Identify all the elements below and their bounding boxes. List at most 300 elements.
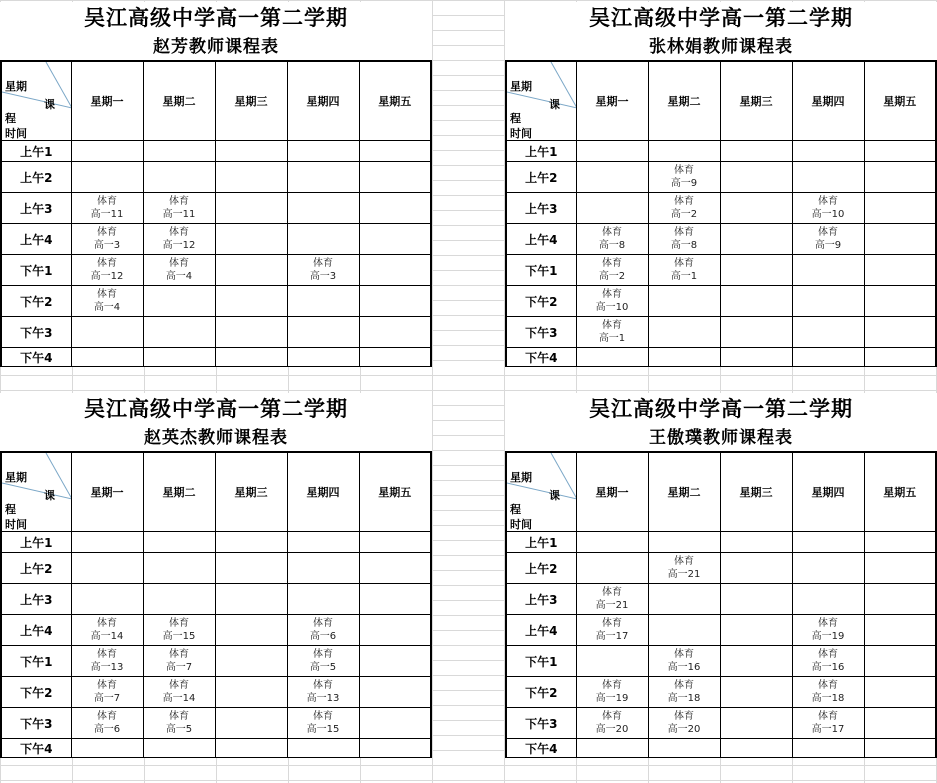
- schedule-cell[interactable]: [720, 584, 792, 615]
- corner-course-label-2: 程: [5, 112, 16, 125]
- subject-text: 体育: [97, 618, 117, 629]
- schedule-cell[interactable]: [648, 532, 720, 553]
- teacher-title: 王傲璞教师课程表: [649, 428, 793, 448]
- schedule-cell[interactable]: [143, 141, 215, 162]
- schedule-cell[interactable]: [359, 739, 431, 758]
- subject-text: 体育: [97, 196, 117, 207]
- subject-text: 体育: [674, 711, 694, 722]
- schedule-cell[interactable]: [143, 646, 215, 677]
- schedule-cell[interactable]: [143, 224, 215, 255]
- schedule-cell[interactable]: [576, 615, 648, 646]
- schedule-cell[interactable]: [71, 532, 143, 553]
- schedule-cell[interactable]: [287, 708, 359, 739]
- period-row: [506, 615, 936, 646]
- schedule-cell[interactable]: [864, 162, 936, 193]
- schedule-cell[interactable]: [359, 224, 431, 255]
- period-row: [1, 532, 431, 553]
- schedule-cell[interactable]: [71, 255, 143, 286]
- period-row: [1, 677, 431, 708]
- class-text: 高一11: [162, 209, 196, 220]
- period-row: [506, 317, 936, 348]
- class-text: 高一14: [90, 631, 124, 642]
- day-header: 星期五: [359, 61, 431, 141]
- schedule-cell[interactable]: [215, 255, 287, 286]
- subject-text: 体育: [674, 258, 694, 269]
- day-header: 星期一: [576, 452, 648, 532]
- schedule-cell[interactable]: [71, 286, 143, 317]
- schedule-cell[interactable]: [359, 646, 431, 677]
- class-text: 高一15: [162, 631, 196, 642]
- schedule-cell[interactable]: [359, 141, 431, 162]
- period-label: 下午3: [1, 708, 71, 739]
- period-row: [1, 348, 431, 367]
- schedule-cell[interactable]: [720, 141, 792, 162]
- schedule-cell[interactable]: [71, 553, 143, 584]
- schedule-cell[interactable]: [215, 532, 287, 553]
- schedule-cell[interactable]: [792, 193, 864, 224]
- period-row: [506, 193, 936, 224]
- schedule-cell[interactable]: [143, 532, 215, 553]
- period-label: 上午3: [506, 584, 576, 615]
- schedule-cell[interactable]: [359, 193, 431, 224]
- period-row: [1, 286, 431, 317]
- schedule-cell[interactable]: [792, 532, 864, 553]
- schedule-cell[interactable]: [576, 141, 648, 162]
- subject-text: 体育: [169, 227, 189, 238]
- schedule-cell[interactable]: [864, 584, 936, 615]
- schedule-cell[interactable]: [359, 162, 431, 193]
- schedule-cell[interactable]: [720, 615, 792, 646]
- schedule-cell[interactable]: [792, 584, 864, 615]
- schedule-cell[interactable]: [864, 141, 936, 162]
- schedule-cell[interactable]: [143, 286, 215, 317]
- schedule-cell[interactable]: [720, 348, 792, 367]
- day-header: 星期五: [359, 452, 431, 532]
- schedule-cell[interactable]: [648, 286, 720, 317]
- period-label: 下午4: [506, 348, 576, 367]
- class-text: 高一1: [598, 333, 626, 344]
- class-text: 高一12: [90, 271, 124, 282]
- schedule-cell[interactable]: [576, 255, 648, 286]
- schedule-cell[interactable]: [143, 193, 215, 224]
- subject-text: 体育: [97, 289, 117, 300]
- schedule-cell[interactable]: [648, 348, 720, 367]
- class-text: 高一7: [93, 693, 121, 704]
- schedule-cell[interactable]: [143, 255, 215, 286]
- subject-text: 体育: [313, 649, 333, 660]
- subject-text: 体育: [674, 196, 694, 207]
- schedule-cell[interactable]: [792, 348, 864, 367]
- schedule-cell[interactable]: [648, 553, 720, 584]
- subject-text: 体育: [818, 649, 838, 660]
- school-title: 吴江高级中学高一第二学期: [589, 397, 853, 421]
- schedule-cell[interactable]: [576, 286, 648, 317]
- schedule-cell[interactable]: [792, 708, 864, 739]
- period-row: [1, 646, 431, 677]
- day-header: 星期三: [215, 61, 287, 141]
- period-label: 下午3: [1, 317, 71, 348]
- period-label: 上午2: [1, 553, 71, 584]
- schedule-cell[interactable]: [648, 739, 720, 758]
- day-header: 星期二: [648, 61, 720, 141]
- schedule-cell[interactable]: [359, 708, 431, 739]
- schedule-cell[interactable]: [576, 739, 648, 758]
- schedule-cell[interactable]: [71, 739, 143, 758]
- schedule-cell[interactable]: [720, 224, 792, 255]
- schedule-cell[interactable]: [576, 532, 648, 553]
- subject-text: 体育: [97, 258, 117, 269]
- schedule-cell[interactable]: [143, 553, 215, 584]
- schedule-cell[interactable]: [576, 162, 648, 193]
- schedule-cell[interactable]: [287, 162, 359, 193]
- subject-text: 体育: [169, 711, 189, 722]
- schedule-cell[interactable]: [287, 615, 359, 646]
- period-row: [506, 708, 936, 739]
- schedule-cell[interactable]: [359, 615, 431, 646]
- schedule-cell[interactable]: [71, 348, 143, 367]
- class-text: 高一7: [165, 662, 193, 673]
- period-label: 上午1: [506, 141, 576, 162]
- schedule-cell[interactable]: [576, 677, 648, 708]
- schedule-cell[interactable]: [792, 224, 864, 255]
- period-row: [1, 553, 431, 584]
- subject-text: 体育: [602, 227, 622, 238]
- schedule-cell[interactable]: [143, 584, 215, 615]
- schedule-cell[interactable]: [287, 532, 359, 553]
- schedule-cell[interactable]: [71, 615, 143, 646]
- day-header: 星期四: [287, 61, 359, 141]
- schedule-cell[interactable]: [720, 708, 792, 739]
- schedule-cell[interactable]: [792, 553, 864, 584]
- period-label: 下午3: [506, 708, 576, 739]
- schedule-cell[interactable]: [71, 317, 143, 348]
- schedule-cell[interactable]: [287, 286, 359, 317]
- class-text: 高一4: [93, 302, 121, 313]
- corner-time-label: 时间: [5, 518, 27, 531]
- period-label: 上午2: [506, 553, 576, 584]
- schedule-cell[interactable]: [71, 162, 143, 193]
- period-row: [1, 739, 431, 758]
- schedule-cell[interactable]: [576, 708, 648, 739]
- subject-text: 体育: [313, 711, 333, 722]
- schedule-cell[interactable]: [215, 615, 287, 646]
- period-row: [506, 739, 936, 758]
- corner-cell: [1, 452, 71, 532]
- subject-text: 体育: [169, 649, 189, 660]
- schedule-cell[interactable]: [648, 162, 720, 193]
- schedule-cell[interactable]: [215, 708, 287, 739]
- schedule-cell[interactable]: [359, 317, 431, 348]
- schedule-cell[interactable]: [287, 348, 359, 367]
- class-text: 高一2: [670, 209, 698, 220]
- schedule-cell[interactable]: [720, 646, 792, 677]
- schedule-cell[interactable]: [792, 739, 864, 758]
- class-text: 高一18: [667, 693, 701, 704]
- day-header: 星期一: [71, 61, 143, 141]
- schedule-cell[interactable]: [143, 348, 215, 367]
- period-label: 下午4: [506, 739, 576, 758]
- period-label: 上午2: [1, 162, 71, 193]
- period-label: 上午3: [1, 193, 71, 224]
- subject-text: 体育: [602, 289, 622, 300]
- period-row: [1, 708, 431, 739]
- schedule-cell[interactable]: [143, 739, 215, 758]
- period-row: [1, 615, 431, 646]
- subject-text: 体育: [97, 227, 117, 238]
- schedule-cell[interactable]: [215, 224, 287, 255]
- schedule-cell[interactable]: [864, 553, 936, 584]
- schedule-cell[interactable]: [215, 646, 287, 677]
- class-text: 高一20: [595, 724, 629, 735]
- day-header: 星期二: [648, 452, 720, 532]
- day-header: 星期一: [71, 452, 143, 532]
- schedule-cell[interactable]: [792, 615, 864, 646]
- schedule-cell[interactable]: [864, 532, 936, 553]
- schedule-cell[interactable]: [359, 348, 431, 367]
- schedule-cell[interactable]: [792, 162, 864, 193]
- schedule-cell[interactable]: [215, 286, 287, 317]
- period-label: 上午1: [1, 141, 71, 162]
- corner-cell: [506, 61, 576, 141]
- subject-text: 体育: [169, 258, 189, 269]
- schedule-cell[interactable]: [648, 708, 720, 739]
- schedule-cell[interactable]: [143, 615, 215, 646]
- schedule-cell[interactable]: [143, 677, 215, 708]
- class-text: 高一21: [595, 600, 629, 611]
- subject-text: 体育: [818, 680, 838, 691]
- schedule-cell[interactable]: [864, 615, 936, 646]
- schedule-cell[interactable]: [359, 255, 431, 286]
- schedule-cell[interactable]: [648, 224, 720, 255]
- subject-text: 体育: [97, 680, 117, 691]
- schedule-cell[interactable]: [864, 677, 936, 708]
- class-text: 高一1: [670, 271, 698, 282]
- corner-cell: [506, 452, 576, 532]
- subject-text: 体育: [602, 680, 622, 691]
- schedule-cell[interactable]: [215, 677, 287, 708]
- period-label: 下午1: [506, 255, 576, 286]
- schedule-cell[interactable]: [71, 646, 143, 677]
- schedule-cell[interactable]: [215, 739, 287, 758]
- schedule-cell[interactable]: [143, 317, 215, 348]
- schedule-cell[interactable]: [720, 162, 792, 193]
- schedule-cell[interactable]: [864, 286, 936, 317]
- schedule-cell[interactable]: [71, 708, 143, 739]
- corner-time-label: 时间: [510, 518, 532, 531]
- schedule-cell[interactable]: [792, 646, 864, 677]
- subject-text: 体育: [169, 196, 189, 207]
- schedule-cell[interactable]: [287, 141, 359, 162]
- period-label: 下午1: [1, 255, 71, 286]
- class-text: 高一3: [309, 271, 337, 282]
- schedule-cell[interactable]: [576, 348, 648, 367]
- period-label: 下午4: [1, 348, 71, 367]
- schedule-cell[interactable]: [287, 255, 359, 286]
- timetable-grid: [505, 60, 937, 367]
- period-row: [506, 286, 936, 317]
- schedule-cell[interactable]: [576, 553, 648, 584]
- schedule-cell[interactable]: [359, 532, 431, 553]
- schedule-cell[interactable]: [576, 646, 648, 677]
- period-label: 上午4: [506, 615, 576, 646]
- header-row: [506, 452, 936, 532]
- subject-text: 体育: [602, 618, 622, 629]
- schedule-cell[interactable]: [215, 141, 287, 162]
- period-row: [506, 532, 936, 553]
- schedule-cell[interactable]: [359, 286, 431, 317]
- class-text: 高一5: [165, 724, 193, 735]
- teacher-schedule-1: [0, 2, 432, 367]
- subject-text: 体育: [169, 680, 189, 691]
- schedule-cell[interactable]: [648, 615, 720, 646]
- schedule-cell[interactable]: [792, 286, 864, 317]
- schedule-cell[interactable]: [215, 348, 287, 367]
- day-header: 星期三: [215, 452, 287, 532]
- day-header: 星期三: [720, 61, 792, 141]
- schedule-cell[interactable]: [576, 193, 648, 224]
- schedule-cell[interactable]: [864, 739, 936, 758]
- schedule-cell[interactable]: [720, 193, 792, 224]
- class-text: 高一2: [598, 271, 626, 282]
- schedule-cell[interactable]: [864, 348, 936, 367]
- schedule-cell[interactable]: [648, 584, 720, 615]
- period-row: [1, 584, 431, 615]
- corner-time-label: 时间: [5, 127, 27, 140]
- schedule-cell[interactable]: [648, 646, 720, 677]
- corner-day-label: 星期: [510, 80, 532, 93]
- schedule-cell[interactable]: [720, 553, 792, 584]
- timetable-grid: [0, 60, 432, 367]
- schedule-cell[interactable]: [864, 224, 936, 255]
- day-header: 星期五: [864, 61, 936, 141]
- schedule-cell[interactable]: [143, 708, 215, 739]
- schedule-cell[interactable]: [864, 193, 936, 224]
- schedule-cell[interactable]: [71, 193, 143, 224]
- class-text: 高一10: [811, 209, 845, 220]
- class-text: 高一6: [309, 631, 337, 642]
- timetable-grid: [505, 451, 937, 758]
- subject-text: 体育: [674, 680, 694, 691]
- schedule-cell[interactable]: [71, 584, 143, 615]
- schedule-cell[interactable]: [359, 553, 431, 584]
- schedule-cell[interactable]: [359, 677, 431, 708]
- schedule-cell[interactable]: [720, 532, 792, 553]
- schedule-cell[interactable]: [215, 553, 287, 584]
- schedule-cell[interactable]: [648, 677, 720, 708]
- schedule-cell[interactable]: [792, 255, 864, 286]
- corner-day-label: 星期: [5, 471, 27, 484]
- class-text: 高一8: [598, 240, 626, 251]
- period-row: [506, 646, 936, 677]
- corner-course-label: 课: [44, 98, 55, 111]
- schedule-cell[interactable]: [720, 739, 792, 758]
- schedule-cell[interactable]: [287, 739, 359, 758]
- period-row: [1, 224, 431, 255]
- schedule-cell[interactable]: [71, 141, 143, 162]
- schedule-cell[interactable]: [648, 141, 720, 162]
- period-row: [506, 141, 936, 162]
- subject-text: 体育: [313, 618, 333, 629]
- schedule-cell[interactable]: [792, 677, 864, 708]
- schedule-cell[interactable]: [720, 286, 792, 317]
- period-row: [506, 584, 936, 615]
- period-label: 下午2: [1, 286, 71, 317]
- class-text: 高一4: [165, 271, 193, 282]
- day-header: 星期一: [576, 61, 648, 141]
- subject-text: 体育: [818, 618, 838, 629]
- schedule-cell[interactable]: [864, 255, 936, 286]
- school-title: 吴江高级中学高一第二学期: [589, 6, 853, 30]
- subject-text: 体育: [818, 196, 838, 207]
- day-header: 星期二: [143, 61, 215, 141]
- class-text: 高一6: [93, 724, 121, 735]
- class-text: 高一15: [306, 724, 340, 735]
- schedule-cell[interactable]: [720, 677, 792, 708]
- period-label: 下午3: [506, 317, 576, 348]
- schedule-cell[interactable]: [648, 193, 720, 224]
- schedule-cell[interactable]: [864, 708, 936, 739]
- schedule-cell[interactable]: [287, 553, 359, 584]
- schedule-cell[interactable]: [792, 141, 864, 162]
- schedule-cell[interactable]: [648, 255, 720, 286]
- schedule-cell[interactable]: [792, 317, 864, 348]
- schedule-cell[interactable]: [287, 584, 359, 615]
- corner-course-label-2: 程: [510, 503, 521, 516]
- schedule-cell[interactable]: [864, 646, 936, 677]
- period-row: [506, 348, 936, 367]
- period-row: [1, 193, 431, 224]
- day-header: 星期三: [720, 452, 792, 532]
- schedule-cell[interactable]: [287, 193, 359, 224]
- class-text: 高一9: [670, 178, 698, 189]
- class-text: 高一16: [667, 662, 701, 673]
- period-label: 上午1: [1, 532, 71, 553]
- class-text: 高一12: [162, 240, 196, 251]
- period-row: [1, 162, 431, 193]
- class-text: 高一18: [811, 693, 845, 704]
- day-header: 星期四: [287, 452, 359, 532]
- schedule-cell[interactable]: [720, 255, 792, 286]
- schedule-cell[interactable]: [720, 317, 792, 348]
- subject-text: 体育: [674, 165, 694, 176]
- schedule-cell[interactable]: [215, 193, 287, 224]
- schedule-cell[interactable]: [71, 677, 143, 708]
- schedule-cell[interactable]: [287, 677, 359, 708]
- schedule-cell[interactable]: [215, 317, 287, 348]
- schedule-cell[interactable]: [215, 584, 287, 615]
- class-text: 高一17: [595, 631, 629, 642]
- schedule-cell[interactable]: [287, 317, 359, 348]
- schedule-cell[interactable]: [864, 317, 936, 348]
- schedule-cell[interactable]: [287, 646, 359, 677]
- day-header: 星期五: [864, 452, 936, 532]
- period-row: [1, 255, 431, 286]
- schedule-cell[interactable]: [576, 317, 648, 348]
- schedule-cell[interactable]: [359, 584, 431, 615]
- schedule-cell[interactable]: [143, 162, 215, 193]
- period-label: 下午1: [506, 646, 576, 677]
- schedule-cell[interactable]: [576, 584, 648, 615]
- schedule-cell[interactable]: [576, 224, 648, 255]
- teacher-title: 赵英杰教师课程表: [144, 428, 288, 448]
- class-text: 高一19: [595, 693, 629, 704]
- schedule-cell[interactable]: [648, 317, 720, 348]
- period-label: 下午2: [1, 677, 71, 708]
- schedule-cell[interactable]: [215, 162, 287, 193]
- schedule-cell[interactable]: [71, 224, 143, 255]
- header-row: [506, 61, 936, 141]
- schedule-cell[interactable]: [287, 224, 359, 255]
